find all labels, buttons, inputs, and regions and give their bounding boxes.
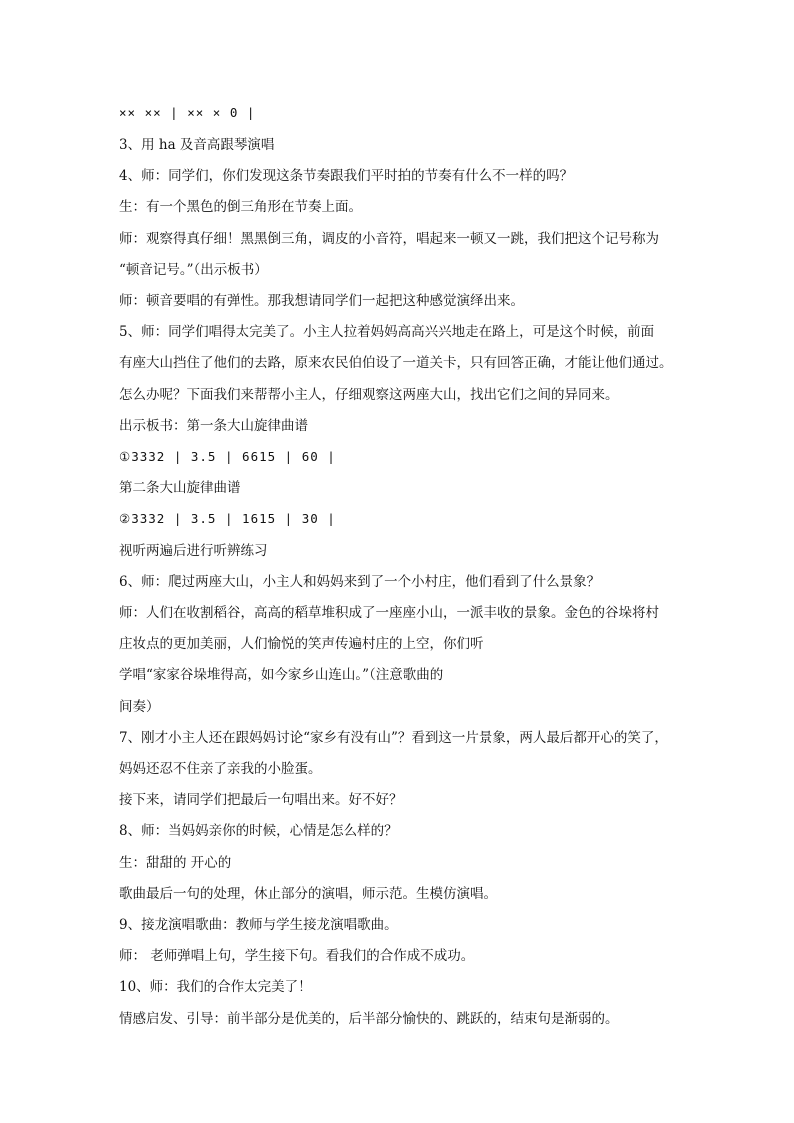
paragraph: 10、师：我们的合作太完美了！ bbox=[119, 979, 312, 995]
paragraph: 情感启发、引导：前半部分是优美的，后半部分愉快的、跳跃的，结束句是渐弱的。 bbox=[119, 1011, 619, 1027]
paragraph: 7、刚才小主人还在跟妈妈讨论“家乡有没有山”？看到这一片景象，两人最后都开心的笑了， bbox=[119, 730, 668, 746]
melody-notation-1: ①3332 | 3.5 | 6615 | 60 | bbox=[119, 449, 336, 464]
paragraph: 师： 老师弹唱上句，学生接下句。看我们的合作成不成功。 bbox=[119, 948, 475, 964]
paragraph: 间奏） bbox=[119, 699, 160, 715]
paragraph: 师：观察得真仔细！黑黑倒三角，调皮的小音符，唱起来一顿又一跳，我们把这个记号称为 bbox=[119, 231, 659, 247]
paragraph: 师：人们在收割稻谷，高高的稻草堆积成了一座座小山，一派丰收的景象。金色的谷垛将村 bbox=[119, 605, 659, 621]
paragraph: 第二条大山旋律曲谱 bbox=[119, 480, 241, 496]
paragraph: 视听两遍后进行听辨练习 bbox=[119, 543, 268, 559]
paragraph: 8、师：当妈妈亲你的时候，心情是怎么样的？ bbox=[119, 823, 398, 839]
paragraph: 学唱“家家谷垛堆得高，如今家乡山连山。”（注意歌曲的 bbox=[119, 667, 444, 683]
paragraph: 有座大山挡住了他们的去路，原来农民伯伯设了一道关卡，只有回答正确，才能让他们通过。 bbox=[119, 355, 673, 371]
paragraph: 5、师：同学们唱得太完美了。小主人拉着妈妈高高兴兴地走在路上，可是这个时候，前面 bbox=[119, 324, 655, 340]
paragraph: 9、接龙演唱歌曲：教师与学生接龙演唱歌曲。 bbox=[119, 917, 398, 933]
paragraph: 4、师：同学们，你们发现这条节奏跟我们平时拍的节奏有什么不一样的吗？ bbox=[119, 168, 574, 184]
paragraph: 3、用 ha 及音高跟琴演唱 bbox=[119, 137, 275, 153]
paragraph: 庄妆点的更加美丽，人们愉悦的笑声传遍村庄的上空，你们听 bbox=[119, 636, 484, 652]
paragraph: 生：有一个黑色的倒三角形在节奏上面。 bbox=[119, 199, 362, 215]
paragraph: 接下来，请同学们把最后一句唱出来。好不好？ bbox=[119, 792, 403, 808]
rhythm-notation: ×× ×× | ×× × 0 | bbox=[119, 105, 256, 120]
paragraph: 歌曲最后一句的处理，休止部分的演唱，师示范。生模仿演唱。 bbox=[119, 886, 497, 902]
paragraph: 生：甜甜的 开心的 bbox=[119, 855, 232, 871]
paragraph: “顿音记号。”（出示板书） bbox=[119, 262, 268, 278]
melody-notation-2: ②3332 | 3.5 | 1615 | 30 | bbox=[119, 511, 336, 526]
paragraph: 妈妈还忍不住亲了亲我的小脸蛋。 bbox=[119, 761, 322, 777]
paragraph: 6、师：爬过两座大山，小主人和妈妈来到了一个小村庄，他们看到了什么景象？ bbox=[119, 574, 601, 590]
paragraph: 出示板书：第一条大山旋律曲谱 bbox=[119, 418, 308, 434]
paragraph: 怎么办呢？下面我们来帮帮小主人，仔细观察这两座大山，找出它们之间的异同来。 bbox=[119, 387, 619, 403]
paragraph: 师：顿音要唱的有弹性。那我想请同学们一起把这种感觉演绎出来。 bbox=[119, 293, 524, 309]
